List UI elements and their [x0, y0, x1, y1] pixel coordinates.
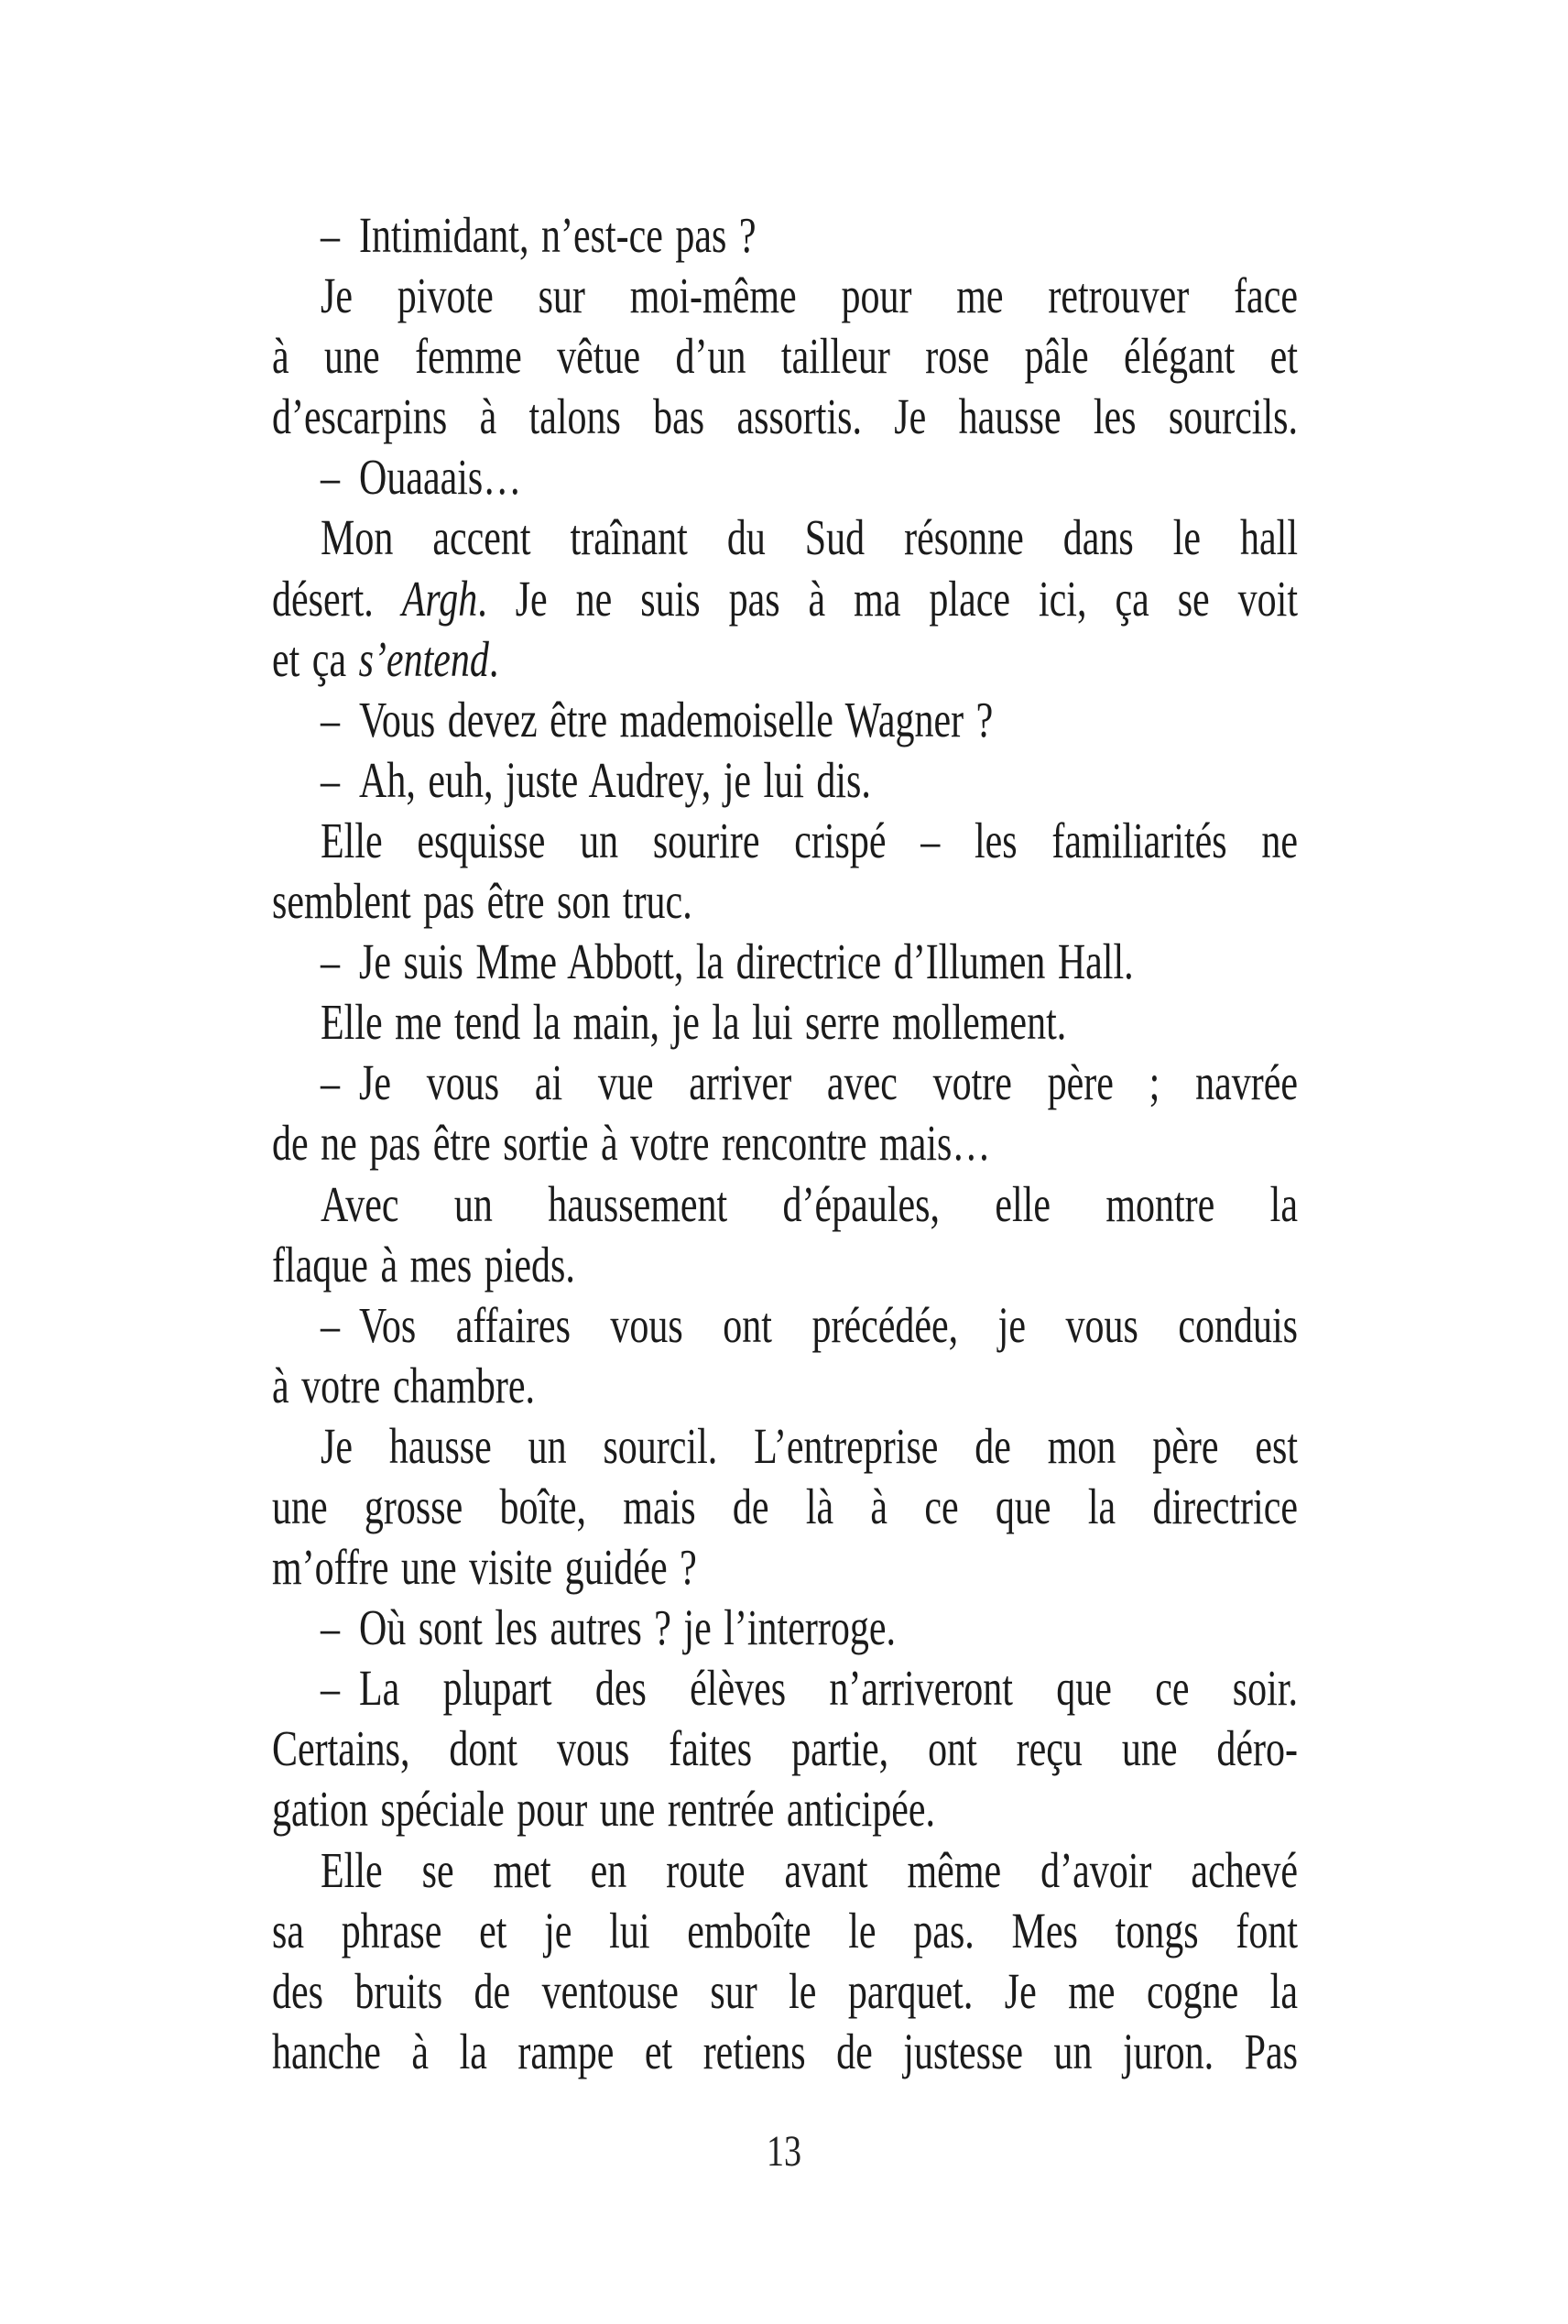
text-segment: Je hausse un sourcil. L’entreprise de mon père est [321, 1419, 1298, 1475]
text-segment: Certains, dont vous faites partie, ont reçu une déro- [272, 1722, 1298, 1778]
text-segment: désert. [272, 572, 402, 627]
text-segment: une grosse boîte, mais de là à ce que la directrice [272, 1480, 1298, 1535]
text-segment: m’offre une visite guidée ? [272, 1541, 697, 1596]
text-segment: hanche à la rampe et retiens de justesse un juron. Pas [272, 2024, 1298, 2080]
text-segment: d’escarpins à talons bas assortis. Je hausse les sourcils. [272, 390, 1298, 446]
text-segment: – Ouaaais… [321, 451, 522, 507]
text-segment: – Vous devez être mademoiselle Wagner ? [321, 693, 994, 748]
text-segment: Je pivote sur moi-même pour me retrouver face [321, 269, 1298, 324]
text-segment: – Je vous ai vue arriver avec votre père ; navrée [321, 1056, 1298, 1112]
text-segment: et ça [272, 632, 359, 688]
text-segment: – La plupart des élèves n’arriveront que ce soir. [321, 1662, 1298, 1718]
text-line [272, 2013, 1298, 2092]
text-segment: – Ah, euh, juste Audrey, je lui dis. [321, 753, 871, 809]
text-segment: à votre chambre. [272, 1358, 536, 1414]
text-segment: Elle esquisse un sourire crispé – les familiarités ne [321, 814, 1298, 869]
text-segment: Elle me tend la main, je la lui serre mollement. [321, 996, 1067, 1052]
text-segment: à une femme vêtue d’un tailleur rose pâle élégant et [272, 330, 1298, 386]
text-segment: Mon accent traînant du Sud résonne dans le hall [321, 511, 1298, 567]
text-segment: . [488, 632, 499, 688]
text-segment: sa phrase et je lui emboîte le pas. Mes tongs font [272, 1904, 1298, 1959]
italic-text: Argh [401, 572, 478, 627]
text-segment: semblent pas être son truc. [272, 875, 692, 930]
text-segment: – Vos affaires vous ont précédée, je vous conduis [321, 1298, 1298, 1354]
text-segment: de ne pas être sortie à votre rencontre mais… [272, 1117, 991, 1173]
text-segment: Avec un haussement d’épaules, elle montre la [321, 1177, 1298, 1233]
text-segment: gation spéciale pour une rentrée anticipée. [272, 1783, 935, 1838]
page-number: 13 [767, 2127, 801, 2177]
text-segment: Elle se met en route avant même d’avoir achevé [321, 1843, 1298, 1899]
page-text [272, 206, 1298, 2083]
text-segment: flaque à mes pieds. [272, 1238, 575, 1293]
text-segment: – Où sont les autres ? je l’interroge. [321, 1601, 896, 1657]
italic-text: s’entend [358, 632, 489, 688]
text-segment: . Je ne suis pas à ma place ici, ça se voit [477, 572, 1298, 627]
text-segment: des bruits de ventouse sur le parquet. Je me cogne la [272, 1964, 1298, 2020]
text-segment: – Je suis Mme Abbott, la directrice d’Illumen Hall. [321, 935, 1134, 991]
text-segment: – Intimidant, n’est-ce pas ? [321, 209, 757, 264]
